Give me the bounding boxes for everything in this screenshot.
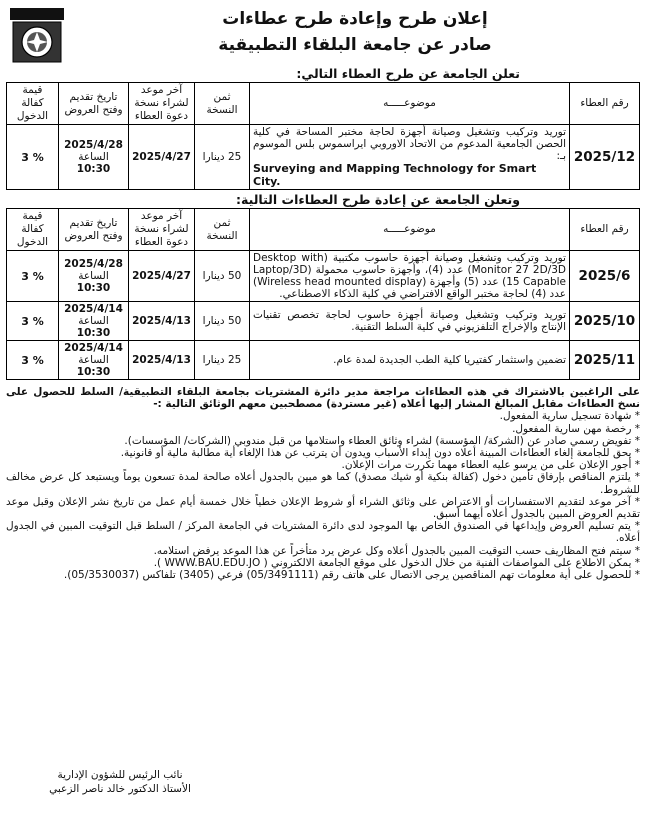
col-buy: آخر موعد لشراء نسخة دعوة العطاء xyxy=(129,83,195,125)
announcement-title: إعلان طرح وإعادة طرح عطاءات xyxy=(222,9,488,29)
table-header-row xyxy=(7,83,640,125)
tender-buy-date: 2025/4/13 xyxy=(129,302,195,341)
table-row xyxy=(7,251,640,302)
tender-subject: تضمين واستثمار كفتيريا كلية الطب الجديدة لمدة عام. xyxy=(250,341,570,380)
tender-bond: 3 % xyxy=(7,125,59,190)
tender-price: 25 دينارا xyxy=(195,125,250,190)
note-item: * يتم تسليم العروض وإيداعها في الصندوق الخاص بها الموجود لدى دائرة المشتريات في الجامعة المركز / السلط قبل التوقيت المبين في الجدول أعلاه. xyxy=(6,520,640,545)
deadline-date: 2025/4/28 xyxy=(64,258,123,270)
tender-number: 2025/12 xyxy=(570,125,640,190)
university-logo xyxy=(10,8,64,64)
section2-title: وتعلن الجامعة عن إعادة طرح العطاءات التالية: xyxy=(236,192,520,207)
tender-bond: 3 % xyxy=(7,302,59,341)
deadline-time: 10:30 xyxy=(76,282,111,294)
note-item: * للحصول على أية معلومات تهم المناقصين يرجى الاتصال على هاتف رقم (05/3491111) فرعي (3405) تلفاكس (05/3530037). xyxy=(63,569,640,582)
tender-subject-en: Surveying and Mapping Technology for Smart City. xyxy=(253,162,537,188)
note-item: * تفويض رسمي صادر عن (الشركة/ المؤسسة) لشراء وثائق العطاء واستلامها من قبل مندوبي (الشركات/ المؤسسات). xyxy=(124,434,640,447)
note-item: * رخصة مهن سارية المفعول. xyxy=(512,422,640,435)
deadline-label: الساعة xyxy=(78,270,109,282)
col-deadline: تاريخ تقديم وفتح العروض xyxy=(59,83,129,125)
col-number: رقم العطاء xyxy=(570,209,640,251)
note-item: * آخر موعد لتقديم الاستفسارات أو الاعتراض على وثائق الشراء أو شروط الإعلان خطياً خلال خمسة أيام عمل من تاريخ نشر الإعلان وقبل موعد تقديم العروض المبين بالجدول أعلاه أيهما أسبق. xyxy=(6,495,640,521)
tender-deadline xyxy=(59,125,129,190)
tenders-table-new xyxy=(6,82,640,190)
table-header-row xyxy=(7,209,640,251)
table-row xyxy=(7,302,640,341)
note-item: * يحق للجامعة إلغاء العطاءات المبينة أعلاه دون إبداء الأسباب ويدون أن يترتب عن هذا الإلغاء أية مطالبة مالية أو قانونية. xyxy=(120,447,640,460)
col-subject: موضوعـــــه xyxy=(250,209,570,251)
tender-price: 50 دينارا xyxy=(195,302,250,341)
tender-number: 2025/6 xyxy=(570,251,640,302)
table-row xyxy=(7,341,640,380)
tender-buy-date: 2025/4/27 xyxy=(129,251,195,302)
col-subject: موضوعـــــه xyxy=(250,83,570,125)
deadline-time: 10:30 xyxy=(76,163,111,175)
announcement-subtitle: صادر عن جامعة البلقاء التطبيقية xyxy=(218,35,492,55)
deadline-date: 2025/4/14 xyxy=(64,303,123,315)
notes-intro: على الراغبين بالاشتراك في هذه العطاءات مراجعة مدير دائرة المشتريات بجامعة البلقاء التطبيقية/ السلط للحصول على نسخ العطاءات مقابل المبالغ المشار إليها أعلاه (غير مستردة) مصطحبين معهم الوثائق التالية :- xyxy=(6,386,640,411)
col-price: ثمن النسخة xyxy=(195,83,250,125)
tender-deadline xyxy=(59,251,129,302)
deadline-label: الساعة xyxy=(78,315,109,327)
note-item: * أجور الإعلان على من يرسو عليه العطاء مهما تكررت مرات الإعلان. xyxy=(341,459,640,472)
conditions-notes xyxy=(6,386,640,581)
deadline-date: 2025/4/28 xyxy=(64,139,123,151)
tender-subject xyxy=(250,125,570,190)
tender-subject: توريد وتركيب وتشغيل وصيانة أجهزة حاسوب مكتبية (Desktop with Monitor 27 2D/3D) عدد (4)، وأجهزة حاسوب محمولة (Laptop/3D 15 Capable) عدد (5) وأجهزة (Wireless head mounted display) عدد (4) لحاجة مختبر الواقع الافتراضي في كلية الذكاء الاصطناعي. xyxy=(250,251,570,302)
tender-number: 2025/11 xyxy=(570,341,640,380)
tenders-table-reissue xyxy=(6,208,640,380)
table-row xyxy=(7,125,640,190)
header xyxy=(6,6,640,64)
deadline-label: الساعة xyxy=(78,151,109,163)
signature-title: نائب الرئيس للشؤون الإدارية xyxy=(57,769,183,781)
tender-subject-text: توريد وتركيب وتشغيل وصيانة أجهزة لحاجة مختبر المساحة في كلية الحصن الجامعية المدعوم من الاتحاد الاوروبي ايراسموس بلس الموسوم بـ: xyxy=(253,126,566,162)
col-bond: قيمة كفالة الدخول xyxy=(7,209,59,251)
note-item: * يمكن الاطلاع على المواصفات الفنية من خلال الدخول على موقع الجامعة الالكتروني ( WWW.BAU.EDU.JO ). xyxy=(153,556,640,569)
university-logo-icon xyxy=(10,8,64,64)
col-bond: قيمة كفالة الدخول xyxy=(7,83,59,125)
section1-title: تعلن الجامعة عن طرح العطاء التالي: xyxy=(296,66,520,81)
col-deadline: تاريخ تقديم وفتح العروض xyxy=(59,209,129,251)
tender-bond: 3 % xyxy=(7,341,59,380)
tender-bond: 3 % xyxy=(7,251,59,302)
col-buy: آخر موعد لشراء نسخة دعوة العطاء xyxy=(129,209,195,251)
tender-subject: توريد وتركيب وتشغيل وصيانة أجهزة حاسوب لحاجة تخصص تقنيات الإنتاج والإخراج التلفزيوني في كلية السلط التقنية. xyxy=(250,302,570,341)
deadline-date: 2025/4/14 xyxy=(64,342,123,354)
announcement-page xyxy=(6,6,640,581)
note-item: * سيتم فتح المظاريف حسب التوقيت المبين بالجدول أعلاه وكل عرض يرد متأخراً عن هذا الموعد يرفض استلامه. xyxy=(153,544,640,557)
tender-price: 25 دينارا xyxy=(195,341,250,380)
deadline-time: 10:30 xyxy=(76,327,111,339)
tender-buy-date: 2025/4/27 xyxy=(129,125,195,190)
tender-buy-date: 2025/4/13 xyxy=(129,341,195,380)
signature-name: الأستاذ الدكتور خالد ناصر الزعبي xyxy=(49,783,191,795)
signature-block xyxy=(20,768,220,796)
note-item: * يلتزم المناقص بإرفاق تأمين دخول (كفالة بنكية أو شيك مصدق) كما هو مبين بالجدول أعلاه صالحة لمدة تسعون يوماً ويستبعد كل عرض مخالف للشروط. xyxy=(6,471,640,496)
tender-price: 50 دينارا xyxy=(195,251,250,302)
note-item: * شهادة تسجيل سارية المفعول. xyxy=(499,410,640,423)
col-number: رقم العطاء xyxy=(570,83,640,125)
tender-deadline xyxy=(59,341,129,380)
tender-number: 2025/10 xyxy=(570,302,640,341)
tender-deadline xyxy=(59,302,129,341)
deadline-time: 10:30 xyxy=(76,366,111,378)
deadline-label: الساعة xyxy=(78,354,109,366)
col-price: ثمن النسخة xyxy=(195,209,250,251)
